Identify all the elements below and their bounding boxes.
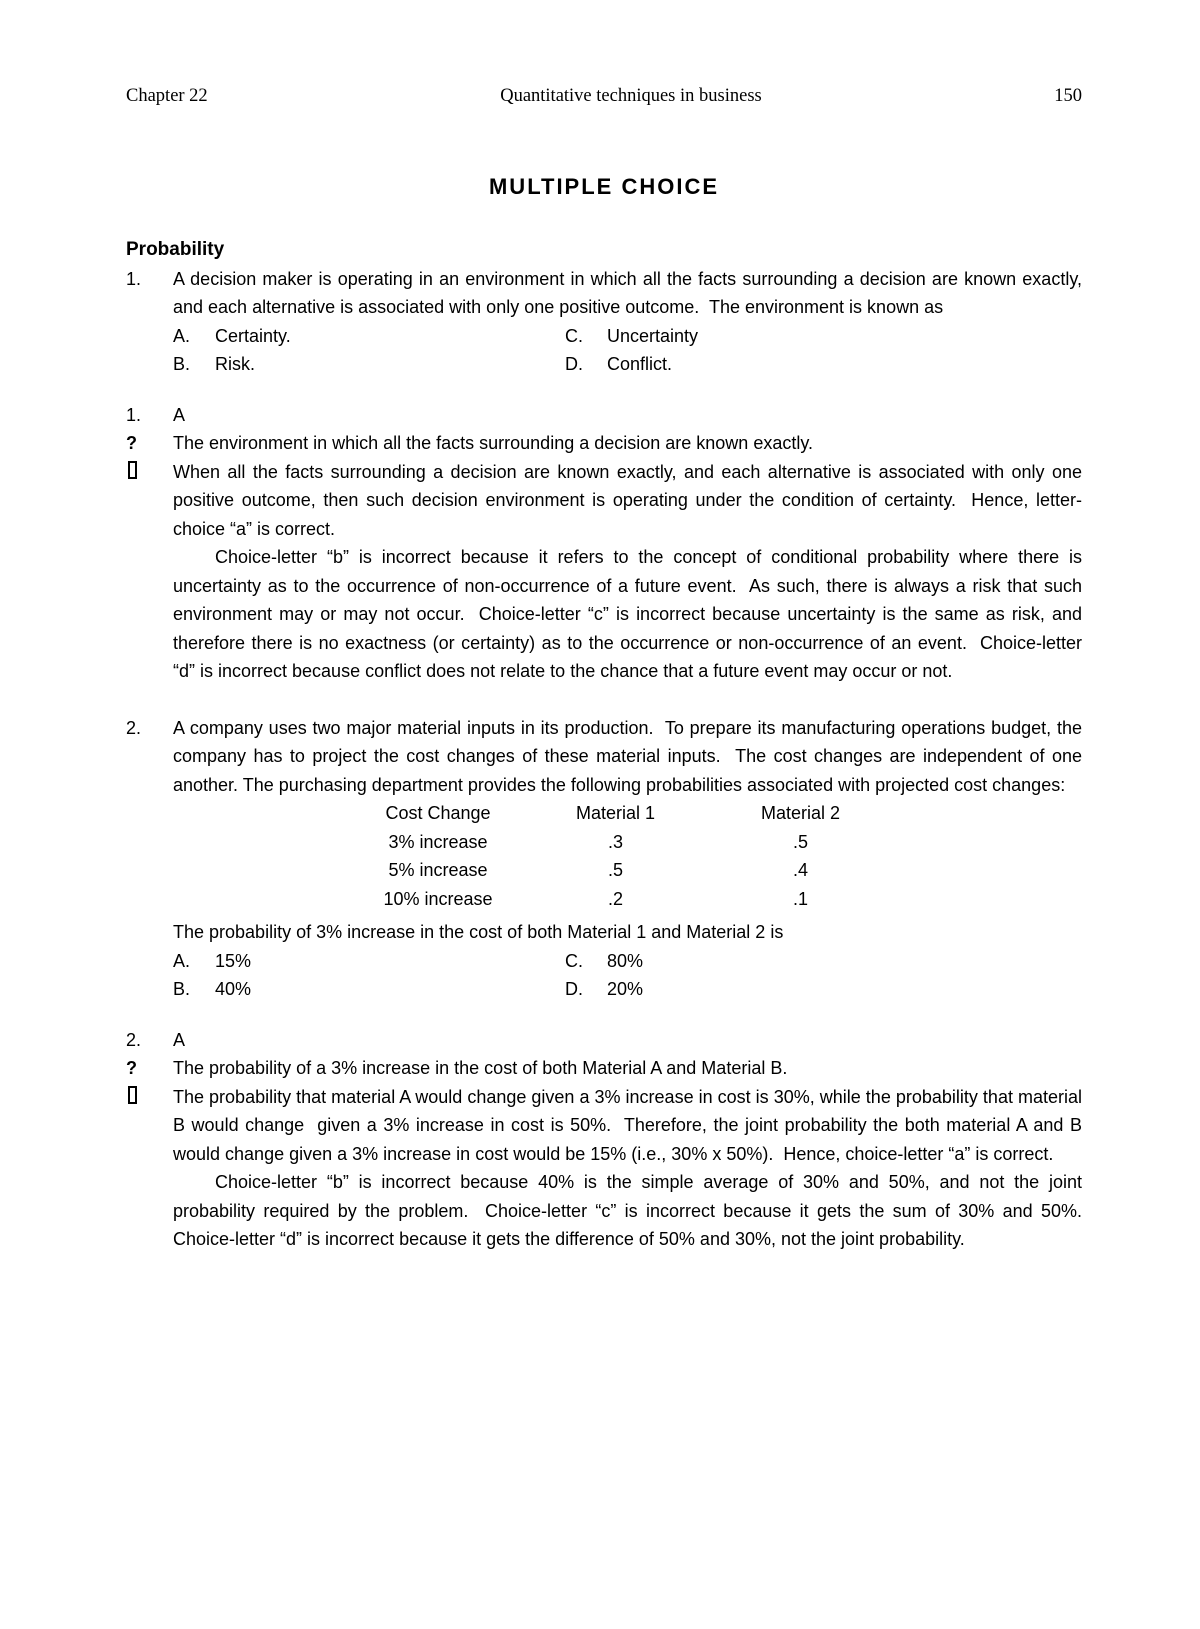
choice-c [565,947,1082,976]
choice-text: Certainty. [215,325,291,346]
answer-1-letter-row [126,401,1082,430]
choice-text: 40% [215,979,252,999]
question-1-body [173,265,1088,379]
choice-text: 20% [607,979,644,999]
answer-1-restatement-row [126,429,1082,458]
table-header-row [358,799,1082,828]
answer-1-number: 1. [126,404,142,425]
choice-a [173,947,565,976]
choice-letter: B. [173,979,191,999]
answer-2-letter: A [173,1029,186,1050]
column-header: Material 1 [575,803,656,823]
answer-1-explanation [173,458,1088,686]
question-mark-bullet: ? [126,1058,137,1078]
column-header: Cost Change [385,803,491,823]
question-1-stem: A decision maker is operating in an environment in which all the facts surrounding a decision are known exactly, and each alternative is associated with only one positive outcome. The environment is known as [173,268,1088,317]
bullet-marker [126,1083,173,1254]
choice-letter: D. [565,979,583,999]
choice-b [173,975,565,1004]
table-row [358,856,1082,885]
answer-2-letter-row [126,1026,1082,1055]
table-cell: 5% increase [388,860,488,880]
choice-text: Risk. [215,354,255,374]
table-cell: .4 [792,860,808,880]
table-cell: .3 [607,831,623,852]
explanation-paragraph: Choice-letter “b” is incorrect because 40% is the simple average of 30% and 50%, and not the joint probability required by the problem. Choice-letter “c” is incorrect because it gets the sum of 30% and 50%. Choice-letter “d” is incorrect because it gets the difference of 50% and 30%, not the joint probability. [173,1172,1093,1249]
table-cell: 3% increase [388,831,488,852]
answer-2-explanation-row [126,1083,1093,1254]
choice-d [565,975,1082,1004]
answer-1-explanation-row [126,458,1088,686]
answer-1-restatement: The environment in which all the facts surrounding a decision are known exactly. [173,433,814,453]
choice-letter: C. [565,950,583,971]
page-header [126,84,1082,108]
question-2-stem: A company uses two major material inputs in its production. To prepare its manufacturing operations budget, the company has to project the cost changes of these material inputs. The cost changes are independent of one another. The purchasing department provides the following probabilities associated with projected cost changes: [173,717,1088,795]
choice-text: 80% [607,950,644,971]
question-2-number: 2. [126,717,142,738]
table-cell: .1 [792,888,808,909]
page-title: MULTIPLE CHOICE [488,174,720,199]
question-1-choices [173,322,1082,379]
answer-2-restatement: The probability of a 3% increase in the cost of both Material A and Material B. [173,1058,788,1078]
answer-2-number: 2. [126,1029,142,1050]
question-2-prompt: The probability of 3% increase in the cost of both Material 1 and Material 2 is [173,922,784,942]
bullet-box-icon [128,1086,137,1104]
running-title: Quantitative techniques in business [500,86,762,106]
choice-a [173,322,565,351]
probability-table [358,799,1082,913]
choice-text: Conflict. [607,354,673,374]
choice-text: 15% [215,950,252,971]
choice-letter: C. [565,325,583,346]
table-cell: .5 [607,860,623,880]
table-row [358,885,1082,914]
chapter-label: Chapter 22 [126,86,208,106]
table-row [358,828,1082,857]
choice-b [173,350,565,379]
choice-letter: B. [173,354,191,374]
table-cell: .2 [607,888,623,909]
explanation-paragraph: The probability that material A would change given a 3% increase in cost is 30%, while the probability that material B would change given a 3% increase in cost is 50%. Therefore, the joint probability the both material A and B would change given a 3% increase in cost would be 15% (i.e., 30% x 50%). Hence, choice-letter “a” is correct. [173,1086,1088,1164]
answer-2-explanation [173,1083,1093,1254]
choice-letter: D. [565,354,583,374]
answer-2 [126,1026,1093,1254]
bullet-marker [126,458,173,686]
column-header: Material 2 [760,803,841,823]
choice-d [565,350,1082,379]
question-2-body [173,714,1088,1004]
question-1 [126,265,1088,379]
section-heading: Probability [126,239,225,260]
choice-c [565,322,1082,351]
choice-text: Uncertainty [607,325,699,346]
table-cell: .5 [792,831,808,852]
choice-letter: A. [173,325,191,346]
question-1-number: 1. [126,268,142,289]
explanation-paragraph: Choice-letter “b” is incorrect because it refers to the concept of conditional probability where there is uncertainty as to the occurrence of non-occurrence of a future event. As such, there is always a risk that such environment may or may not occur. Choice-letter “c” is incorrect because uncertainty is the same as risk, and therefore there is no exactness (or certainty) as to the occurrence or non-occurrence of an event. Choice-letter “d” is incorrect because conflict does not relate to the chance that a future event may occur or not. [173,547,1088,681]
answer-2-restatement-row [126,1054,1082,1083]
explanation-paragraph: When all the facts surrounding a decision are known exactly, and each alternative is associated with only one positive outcome, then such decision environment is operating under the condition of certainty. Hence, letter-choice “a” is correct. [173,461,1088,539]
question-2-choices [173,947,1082,1004]
table-cell: 10% increase [383,888,493,909]
bullet-box-icon [128,461,137,479]
question-2 [126,714,1088,1004]
answer-1-letter: A [173,404,186,425]
question-mark-bullet: ? [126,433,137,453]
choice-letter: A. [173,950,191,971]
answer-1 [126,401,1088,686]
page-number: 150 [1054,86,1082,106]
